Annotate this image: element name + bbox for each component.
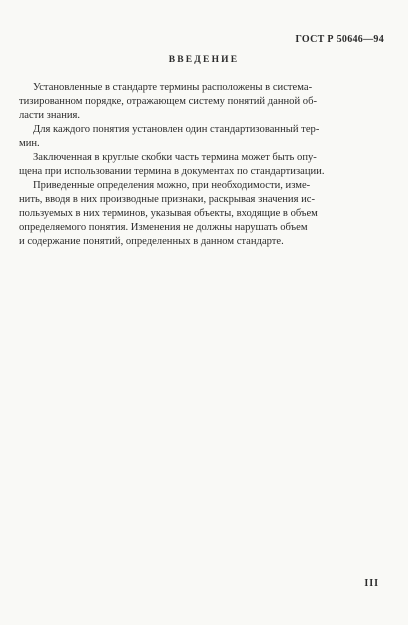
text-line: и содержание понятий, определенных в данном стандарте.: [19, 236, 284, 247]
text-line: Заключенная в круглые скобки часть термина может быть опу-: [33, 152, 317, 163]
text-line: мин.: [19, 138, 40, 149]
section-title: ВВЕДЕНИЕ: [168, 55, 240, 65]
text-line: щена при использовании термина в документах по стандартизации.: [19, 166, 325, 177]
text-line: ласти знания.: [19, 110, 81, 121]
text-line: определяемого понятия. Изменения не должны нарушать объем: [19, 222, 308, 233]
text-line: нить, вводя в них производные признаки, раскрывая значения ис-: [19, 194, 316, 205]
text-line: пользуемых в них терминов, указывая объекты, входящие в объем: [19, 208, 318, 219]
standard-number-header: ГОСТ Р 50646—94: [295, 34, 384, 45]
text-line: Установленные в стандарте термины расположены в системa-: [33, 82, 313, 93]
text-line: Для каждого понятия установлен один стандартизованный тер-: [33, 124, 320, 135]
text-line: Приведенные определения можно, при необходимости, изме-: [33, 180, 311, 191]
text-line: тизированном порядке, отражающем систему понятий данной об-: [19, 96, 318, 107]
page-number: III: [364, 578, 379, 589]
